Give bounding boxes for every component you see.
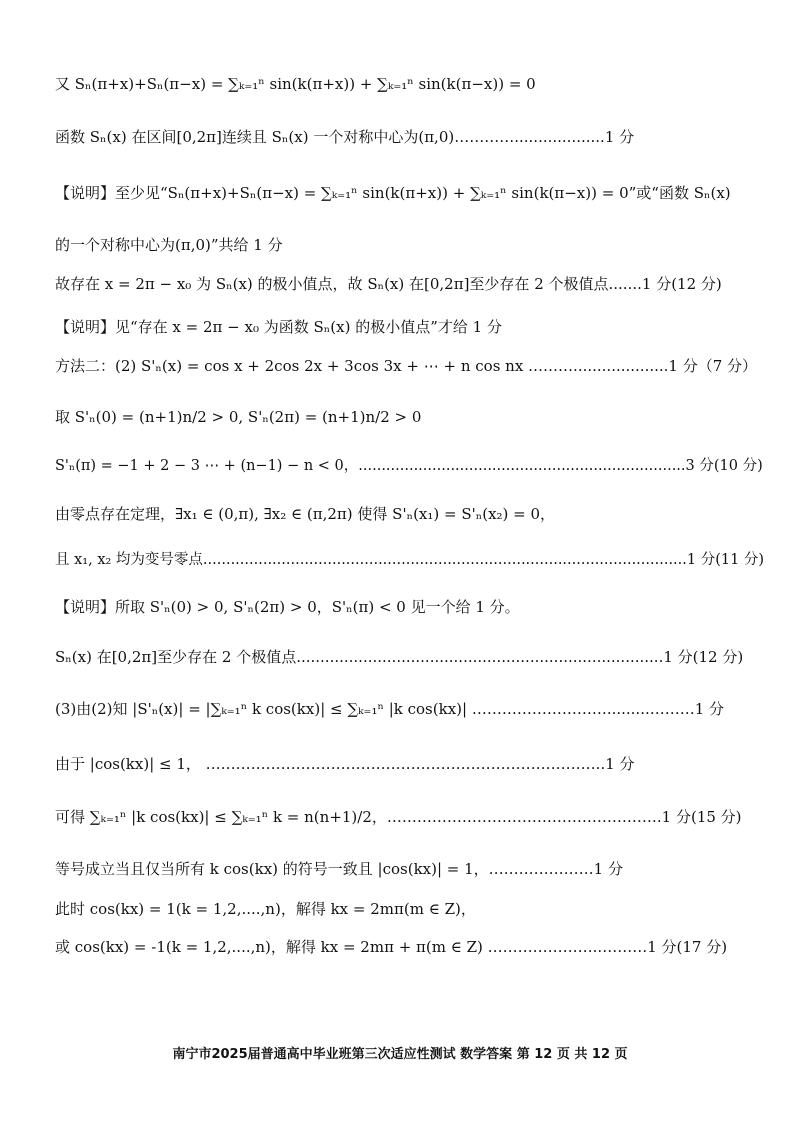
- line-note-3: 【说明】所取 S'ₙ(0) > 0, S'ₙ(2π) > 0，S'ₙ(π) < 0 见一个给 1 分。: [55, 598, 520, 616]
- line-part-three: (3)由(2)知 |S'ₙ(x)| = |∑ₖ₌₁ⁿ k cos(kx)| ≤ ∑ₖ₌₁ⁿ |k cos(kx)| ……………………….........………1 分: [55, 700, 725, 718]
- line-zero-theorem: 由零点存在定理，∃x₁ ∈ (0,π), ∃x₂ ∈ (π,2π) 使得 S'ₙ(x₁) = S'ₙ(x₂) = 0，: [55, 505, 556, 523]
- line-symmetry-sum: 又 Sₙ(π+x)+Sₙ(π−x) = ∑ₖ₌₁ⁿ sin(k(π+x)) + ∑ₖ₌₁ⁿ sin(k(π−x)) = 0: [55, 75, 536, 93]
- line-note-2: 【说明】见“存在 x = 2π − x₀ 为函数 Sₙ(x) 的极小值点”才给 1 分: [55, 318, 502, 336]
- line-method-two: 方法二：(2) S'ₙ(x) = cos x + 2cos 2x + 3cos 3x + ⋯ + n cos nx ………....................1 分（7 分）: [55, 357, 758, 375]
- line-derivative-pi: S'ₙ(π) = −1 + 2 − 3 ⋯ + (n−1) − n < 0，.......................................................................3 分(10 分): [55, 458, 763, 474]
- page-footer: 南宁市2025届普通高中毕业班第三次适应性测试 数学答案 第 12 页 共 12 页: [172, 1047, 628, 1062]
- line-note-1b: 的一个对称中心为(π,0)”共给 1 分: [55, 236, 283, 254]
- line-sign-change: 且 x₁, x₂ 均为变号零点.........................................................................................................1 分(11 分): [55, 552, 765, 568]
- line-note-1a: 【说明】至少见“Sₙ(π+x)+Sₙ(π−x) = ∑ₖ₌₁ⁿ sin(k(π+x)) + ∑ₖ₌₁ⁿ sin(k(π−x)) = 0”或“函数 Sₙ(x): [55, 184, 731, 202]
- line-case-one: 此时 cos(kx) = 1(k = 1,2,....,n)，解得 kx = 2mπ(m ∈ Z)，: [55, 900, 476, 918]
- line-cos-bound: 由于 |cos(kx)| ≤ 1， ……………………………………………………………………..1 分: [55, 755, 635, 773]
- line-equality: 等号成立当且仅当所有 k cos(kx) 的符号一致且 |cos(kx)| = 1，…………………1 分: [55, 860, 623, 878]
- line-at-least-two: Sₙ(x) 在[0,2π]至少存在 2 个极值点.............................................................................1 分(12 分): [55, 648, 744, 666]
- line-extreme-points: 故存在 x = 2π − x₀ 为 Sₙ(x) 的极小值点，故 Sₙ(x) 在[0,2π]至少存在 2 个极值点.......1 分(12 分): [55, 275, 722, 293]
- line-case-minus-one: 或 cos(kx) = -1(k = 1,2,....,n)，解得 kx = 2mπ + π(m ∈ Z) …………………..………1 分(17 分): [55, 938, 728, 956]
- line-sum-bound: 可得 ∑ₖ₌₁ⁿ |k cos(kx)| ≤ ∑ₖ₌₁ⁿ k = n(n+1)/2，……………………………………………….1 分(15 分): [55, 808, 742, 826]
- line-derivative-values: 取 S'ₙ(0) = (n+1)n/2 > 0, S'ₙ(2π) = (n+1)n/2 > 0: [55, 408, 422, 426]
- line-symmetry-center: 函数 Sₙ(x) 在区间[0,2π]连续且 Sₙ(x) 一个对称中心为(π,0)…………...................1 分: [55, 128, 635, 146]
